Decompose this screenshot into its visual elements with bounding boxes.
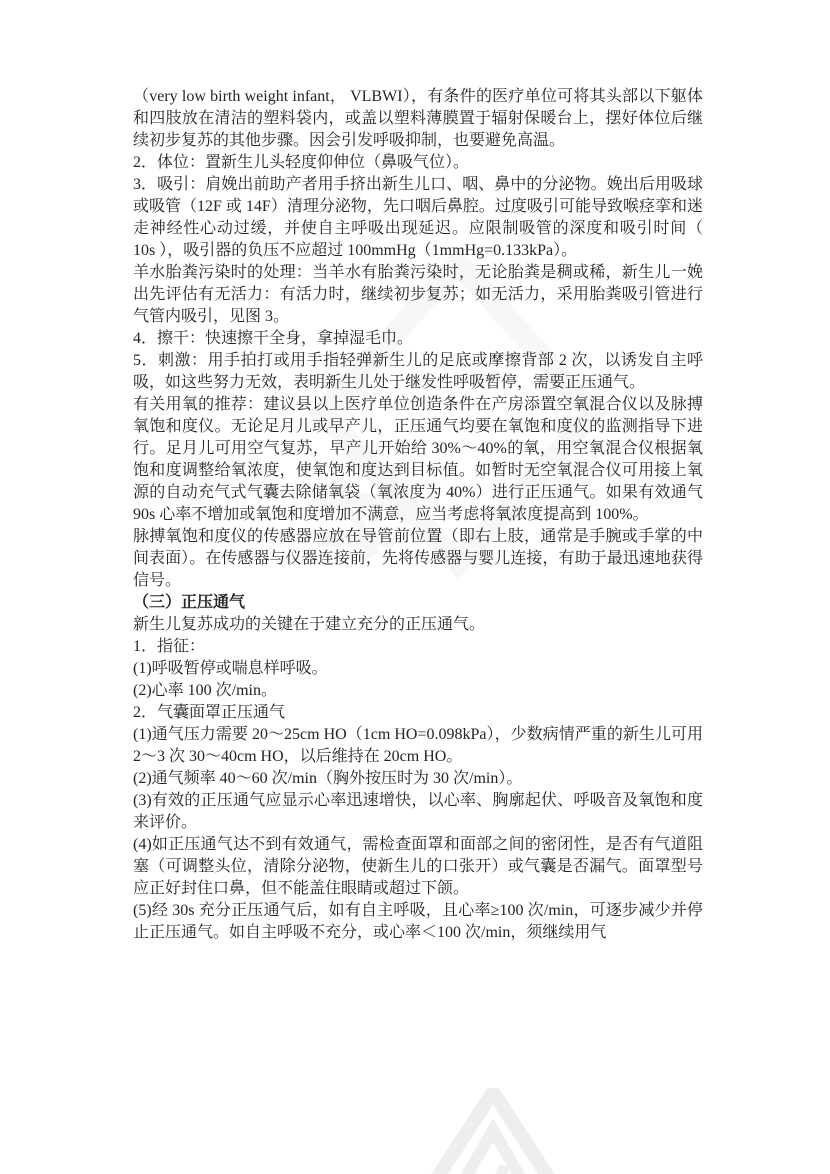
paragraph: 5．刺激：用手拍打或用手指轻弹新生儿的足底或摩擦背部 2 次，以诱发自主呼吸，如这些努力无效，表明新生儿处于继发性呼吸暂停，需要正压通气。 xyxy=(133,352,703,391)
section-heading: （三）正压通气 xyxy=(133,594,246,611)
paragraph: 2．气囊面罩正压通气 xyxy=(133,704,286,721)
paragraph: 1．指征： xyxy=(133,638,206,655)
paragraph: 有关用氧的推荐：建议县以上医疗单位创造条件在产房添置空氧混合仪以及脉搏氧饱和度仪。无论足月儿或早产儿，正压通气均要在氧饱和度仪的监测指导下进行。足月儿可用空气复苏，早产儿开始给 30%～40%的氧，用空氧混合仪根据氧饱和度调整给氧浓度，使氧饱和度达到目标值。如暂时无空氧混合仪可用接上氧源的自动充气式气囊去除储氧袋（氧浓度为 40%）进行正压通气。如果有效通气 90s 心率不增加或氧饱和度增加不满意，应当考虑将氧浓度提高到 100%。 xyxy=(133,396,703,523)
paragraph: （very low birth weight infant， VLBWI），有条件的医疗单位可将其头部以下躯体和四肢放在清洁的塑料袋内，或盖以塑料薄膜置于辐射保暖台上，摆好体位后继续初步复苏的其他步骤。因会引发呼吸抑制，也要避免高温。 xyxy=(133,88,703,149)
paragraph: 4．擦干：快速擦干全身，拿掉湿毛巾。 xyxy=(133,330,414,347)
paragraph: (1)呼吸暂停或喘息样呼吸。 xyxy=(133,660,328,677)
paragraph: (4)如正压通气达不到有效通气，需检查面罩和面部之间的密闭性，是否有气道阻塞（可调整头位，清除分泌物，使新生儿的口张开）或气囊是否漏气。面罩型号应正好封住口鼻，但不能盖住眼睛或超过下颌。 xyxy=(133,836,703,897)
paragraph: (3)有效的正压通气应显示心率迅速增快，以心率、胸廓起伏、呼吸音及氧饱和度来评价。 xyxy=(133,792,703,831)
paragraph: 脉搏氧饱和度仪的传感器应放在导管前位置（即右上肢，通常是手腕或手掌的中间表面）。在传感器与仪器连接前，先将传感器与婴儿连接，有助于最迅速地获得信号。 xyxy=(133,528,703,589)
paragraph: 3．吸引：肩娩出前助产者用手挤出新生儿口、咽、鼻中的分泌物。娩出后用吸球或吸管（12F 或 14F）清理分泌物，先口咽后鼻腔。过度吸引可能导致喉痉挛和迷走神经性心动过缓，并使自主呼吸出现延迟。应限制吸管的深度和吸引时间（ 10s ），吸引器的负压不应超过 100mmHg（1mmHg=0.133kPa）。 xyxy=(133,176,703,259)
document-text xyxy=(133,86,703,944)
paragraph: (1)通气压力需要 20～25cm HO（1cm HO=0.098kPa），少数病情严重的新生儿可用 2～3 次 30～40cm HO，以后维持在 20cm HO。 xyxy=(133,726,703,765)
paragraph: (2)心率 100 次/min。 xyxy=(133,682,277,699)
paragraph: (5)经 30s 充分正压通气后，如有自主呼吸，且心率≥100 次/min，可逐步减少并停止正压通气。如自主呼吸不充分，或心率＜100 次/min，须继续用气 xyxy=(133,902,703,941)
paragraph: 2．体位：置新生儿头轻度仰伸位（鼻吸气位）。 xyxy=(133,154,470,171)
paragraph: 羊水胎粪污染时的处理：当羊水有胎粪污染时，无论胎粪是稠或稀，新生儿一娩出先评估有无活力：有活力时，继续初步复苏；如无活力，采用胎粪吸引管进行气管内吸引，见图 3。 xyxy=(133,264,703,325)
paragraph: (2)通气频率 40～60 次/min（胸外按压时为 30 次/min）。 xyxy=(133,770,523,787)
paragraph: 新生儿复苏成功的关键在于建立充分的正压通气。 xyxy=(133,616,486,633)
watermark-logo-bottom xyxy=(383,1088,603,1174)
